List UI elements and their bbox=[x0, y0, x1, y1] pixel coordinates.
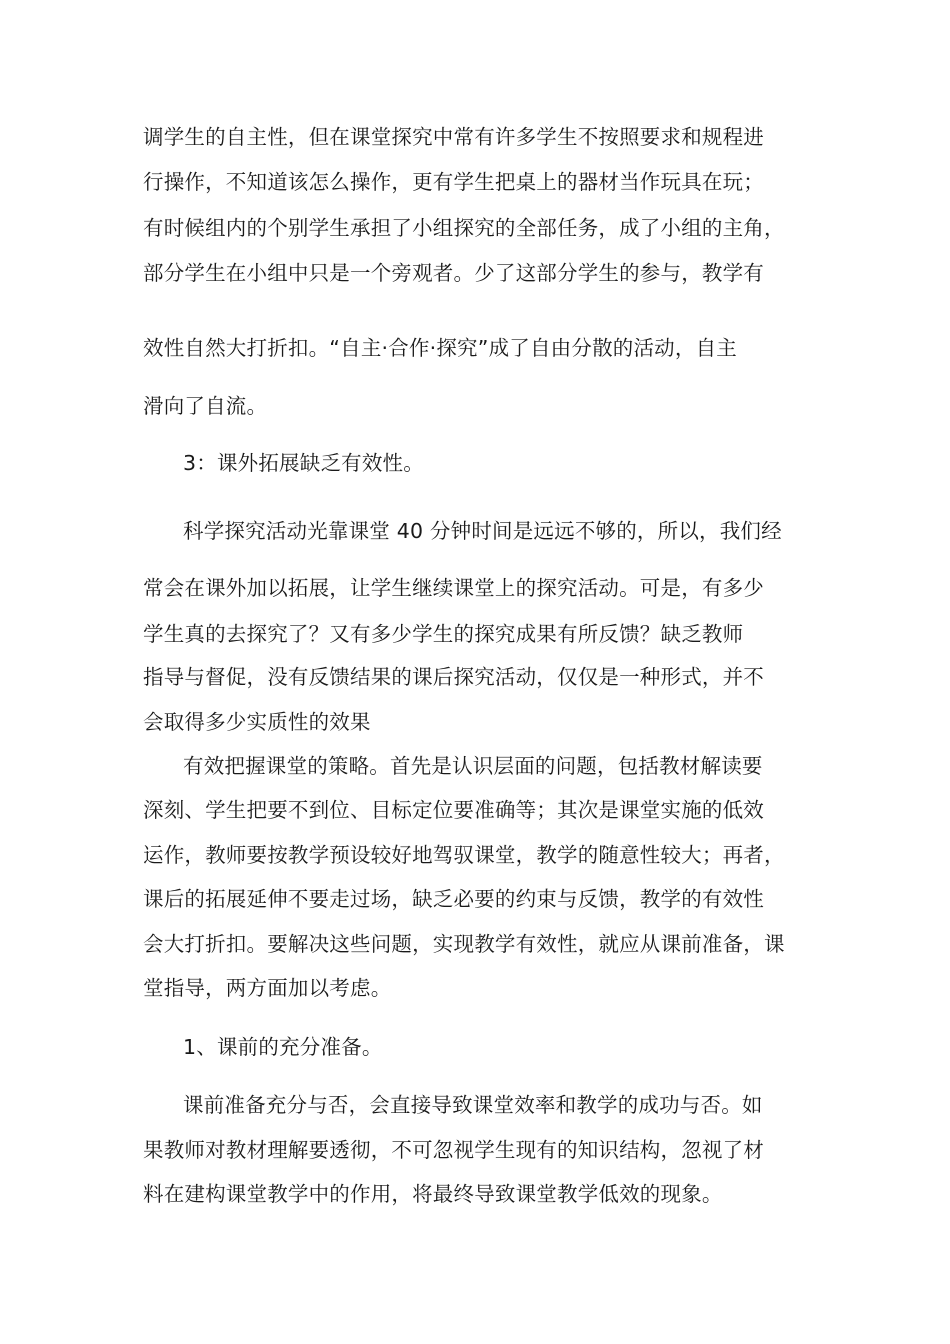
text-line: 有效把握课堂的策略。首先是认识层面的问题，包括教材解读要 bbox=[183, 754, 763, 778]
text-line: 料在建构课堂教学中的作用，将最终导致课堂教学低效的现象。 bbox=[143, 1182, 723, 1206]
section-heading: 1、课前的充分准备。 bbox=[183, 1035, 383, 1059]
text-line: 课前准备充分与否，会直接导致课堂效率和教学的成功与否。如 bbox=[183, 1093, 763, 1117]
text-line: 学生真的去探究了？又有多少学生的探究成果有所反馈？缺乏教师 bbox=[143, 622, 744, 646]
text-line: 指导与督促，没有反馈结果的课后探究活动，仅仅是一种形式，并不 bbox=[143, 665, 764, 689]
section-heading: 3：课外拓展缺乏有效性。 bbox=[183, 451, 424, 475]
text-line: 调学生的自主性，但在课堂探究中常有许多学生不按照要求和规程进 bbox=[143, 125, 764, 149]
text-line: 有时候组内的个别学生承担了小组探究的全部任务，成了小组的主角， bbox=[143, 216, 785, 240]
text-line: 部分学生在小组中只是一个旁观者。少了这部分学生的参与，教学有 bbox=[143, 261, 764, 285]
text-line: 滑向了自流。 bbox=[143, 394, 268, 418]
text-line: 会取得多少实质性的效果 bbox=[143, 710, 371, 734]
text-line: 课后的拓展延伸不要走过场，缺乏必要的约束与反馈，教学的有效性 bbox=[143, 887, 764, 911]
text-line: 行操作，不知道该怎么操作，更有学生把桌上的器材当作玩具在玩； bbox=[143, 170, 764, 194]
text-line: 科学探究活动光靠课堂 40 分钟时间是远远不够的，所以，我们经 bbox=[183, 519, 782, 543]
text-line: 常会在课外加以拓展，让学生继续课堂上的探究活动。可是，有多少 bbox=[143, 576, 764, 600]
text-line: 效性自然大打折扣。“自主·合作·探究”成了自由分散的活动，自主 bbox=[143, 336, 737, 360]
text-line: 会大打折扣。要解决这些问题，实现教学有效性，就应从课前准备，课 bbox=[143, 932, 785, 956]
text-line: 果教师对教材理解要透彻，不可忽视学生现有的知识结构，忽视了材 bbox=[143, 1138, 764, 1162]
text-line: 堂指导，两方面加以考虑。 bbox=[143, 976, 392, 1000]
text-line: 运作，教师要按教学预设较好地驾驭课堂，教学的随意性较大；再者， bbox=[143, 843, 785, 867]
text-line: 深刻、学生把要不到位、目标定位要准确等；其次是课堂实施的低效 bbox=[143, 798, 764, 822]
